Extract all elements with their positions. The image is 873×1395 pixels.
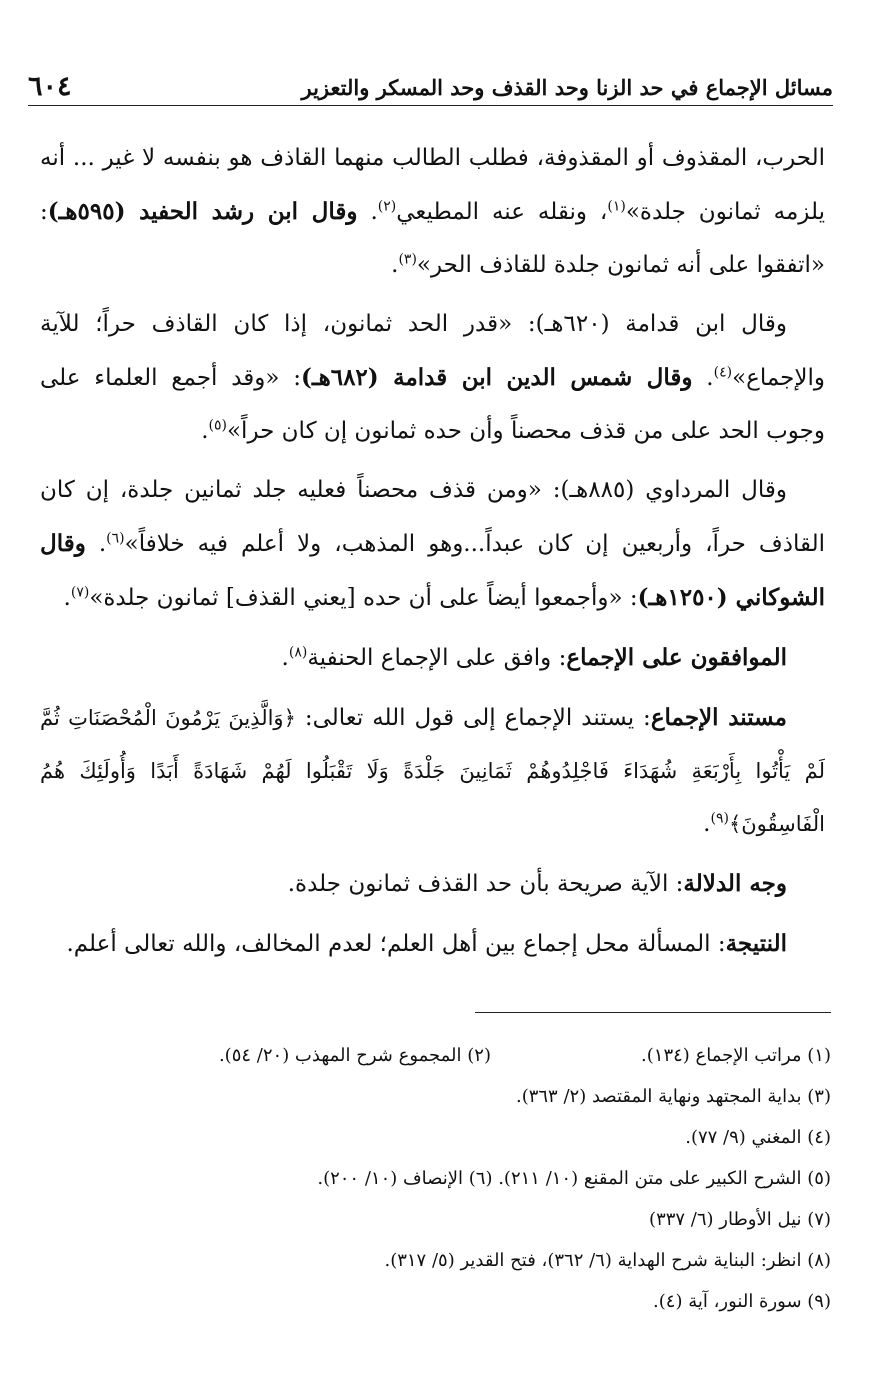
header-divider <box>28 105 833 106</box>
footnote-ref-2[interactable]: (٢) <box>377 198 397 215</box>
footnote-ref-6[interactable]: (٦) <box>106 530 125 547</box>
paragraph-agreeing <box>40 631 825 685</box>
section-label: وجه الدلالة <box>683 870 787 897</box>
footnotes <box>40 1035 831 1322</box>
page-number: ٦٠٤ <box>28 71 72 102</box>
paragraph-2 <box>40 298 825 458</box>
footnote-5-6: (٥) الشرح الكبير على متن المقنع (١٠/ ٢١١). (٦) الإنصاف (١٠/ ٢٠٠). <box>317 1168 831 1189</box>
text: : وافق على الإجماع الحنفية <box>307 645 567 671</box>
footnote-1: (١) مراتب الإجماع (١٣٤). <box>641 1045 831 1066</box>
text: وقال ابن قدامة (٦٢٠هـ): «قدر الحد ثمانون، إذا كان القاذف حراً؛ للآية والإجماع» <box>40 311 826 391</box>
footnote-2: (٢) المجموع شرح المهذب (٢٠/ ٥٤). <box>218 1045 491 1066</box>
scholar-name: وقال ابن رشد الحفيد (٥٩٥هـ) <box>47 198 358 225</box>
section-label: النتيجة <box>725 930 787 957</box>
text: : يستند الإجماع إلى قول الله تعالى: <box>295 705 651 731</box>
paragraph-3 <box>40 464 825 625</box>
text: : «وأجمعوا أيضاً على أن حده [يعني القذف] ثمانون جلدة» <box>89 585 638 611</box>
text: . <box>85 531 107 557</box>
running-title: مسائل الإجماع في حد الزنا وحد القذف وحد المسكر والتعزير <box>301 75 833 100</box>
text: . <box>281 645 289 671</box>
text: . <box>391 252 399 278</box>
text: . <box>201 418 209 444</box>
section-label: مستند الإجماع <box>650 704 787 731</box>
page-header <box>28 58 833 102</box>
footnote-ref-8[interactable]: (٨) <box>288 644 308 661</box>
main-text <box>40 132 825 977</box>
quran-verse: ﴿وَالَّذِينَ يَرْمُونَ الْمُحْصَنَاتِ ثُمَّ لَمْ يَأْتُوا بِأَرْبَعَةِ شُهَدَاءَ فَاجْلِدُوهُمْ ثَمَانِينَ جَلْدَةً وَلَا تَقْبَلُوا لَهُمْ شَهَادَةً أَبَدًا وَأُولَئِكَ هُمُ الْفَاسِقُونَ﴾ <box>40 706 825 836</box>
footnote-8: (٨) انظر: البناية شرح الهداية (٦/ ٣٦٢)، فتح القدير (٥/ ٣١٧). <box>384 1250 831 1271</box>
scholar-name: وقال الشوكاني (١٢٥٠هـ) <box>40 530 825 611</box>
footnote-3: (٣) بداية المجتهد ونهاية المقتصد (٢/ ٣٦٣). <box>515 1086 831 1107</box>
text: : الآية صريحة بأن حد القذف ثمانون جلدة. <box>287 871 684 897</box>
footnote-9: (٩) سورة النور، آية (٤). <box>653 1291 831 1312</box>
footnote-divider <box>475 1012 831 1013</box>
paragraph-result <box>40 917 825 971</box>
text: . <box>692 365 714 391</box>
footnote-7: (٧) نيل الأوطار (٦/ ٣٣٧) <box>649 1209 831 1230</box>
text: . <box>63 585 71 611</box>
paragraph-1 <box>40 132 825 292</box>
section-label: الموافقون على الإجماع <box>566 644 787 671</box>
text: ، ونقله عنه المطيعي <box>396 199 608 225</box>
text: : «وقد أجمع العلماء على وجوب الحد على من قذف محصناً وأن حده ثمانون إن كان حراً» <box>40 365 825 444</box>
scholar-name: وقال شمس الدين ابن قدامة (٦٨٢هـ) <box>300 364 693 391</box>
paragraph-evidence <box>40 857 825 911</box>
footnote-ref-3[interactable]: (٣) <box>398 251 417 268</box>
text: الحرب، المقذوف أو المقذوفة، فطلب الطالب منهما القاذف هو بنفسه لا غير ... أنه يلزمه ثمانون جلدة» <box>40 145 825 225</box>
footnote-ref-1[interactable]: (١) <box>607 198 626 215</box>
paragraph-basis <box>40 691 825 851</box>
footnote-ref-5[interactable]: (٥) <box>208 417 227 434</box>
text: : «اتفقوا على أنه ثمانون جلدة للقاذف الحر» <box>40 199 825 278</box>
text: : المسألة محل إجماع بين أهل العلم؛ لعدم المخالف، والله تعالى أعلم. <box>66 931 726 957</box>
footnote-ref-7[interactable]: (٧) <box>70 584 90 601</box>
text: . <box>703 811 711 837</box>
footnote-ref-4[interactable]: (٤) <box>713 364 733 381</box>
text: وقال المرداوي (٨٨٥هـ): «ومن قذف محصناً فعليه جلد ثمانين جلدة، إن كان القاذف حراً، وأربعين إن كان عبداً...وهو المذهب، ولا أعلم فيه خلافاً» <box>40 477 826 557</box>
footnote-4: (٤) المغني (٩/ ٧٧). <box>685 1127 831 1148</box>
footnote-ref-9[interactable]: (٩) <box>710 810 729 827</box>
footnote-row <box>40 1035 831 1076</box>
text: . <box>357 199 378 225</box>
